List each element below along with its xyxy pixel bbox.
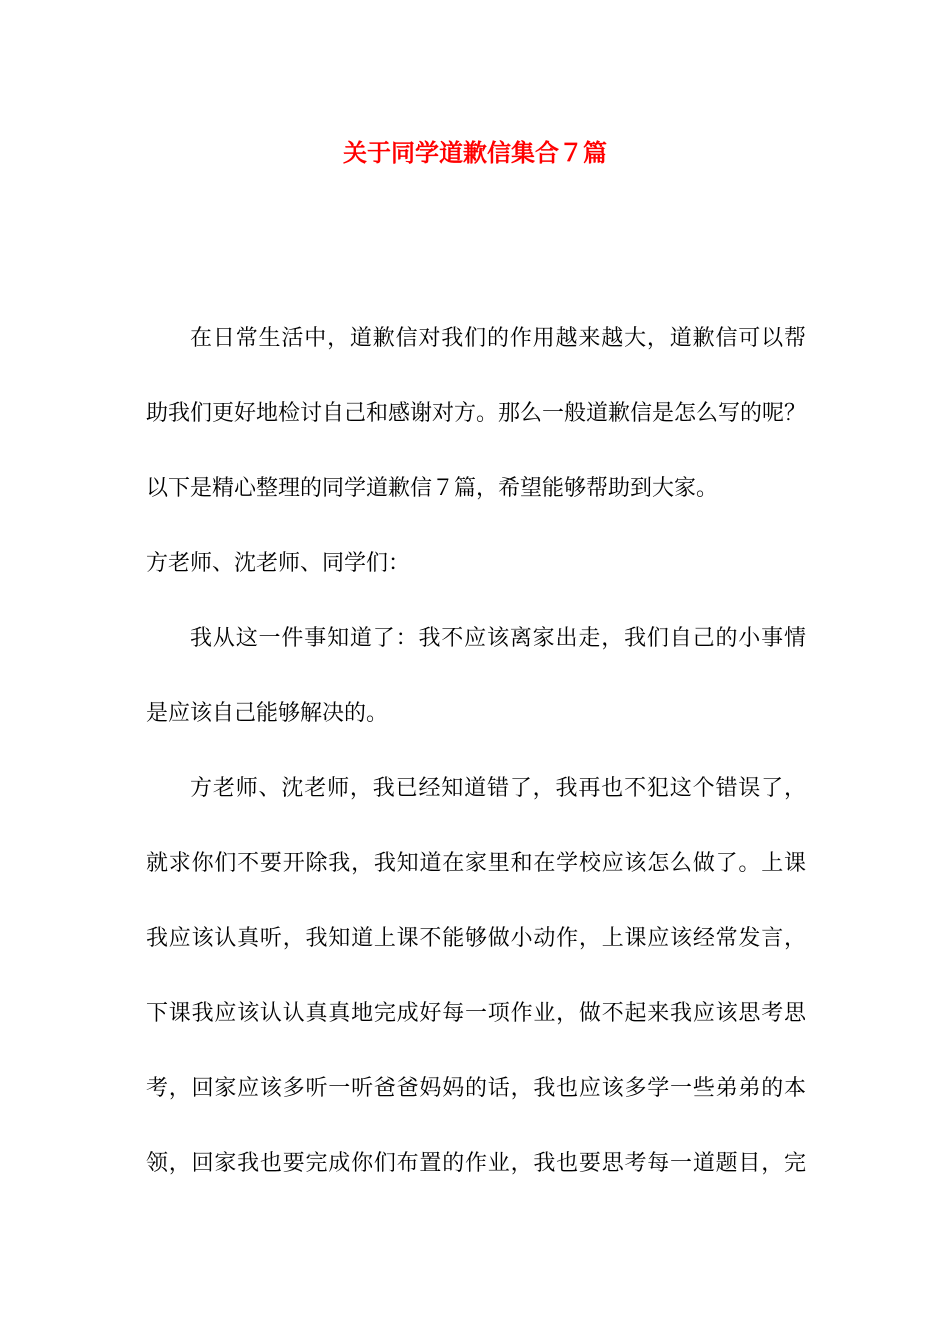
document-title: 关于同学道歉信集合７篇	[343, 138, 607, 167]
salutation-line: 方老师、沈老师、同学们：	[146, 551, 411, 576]
paragraph-line: 助我们更好地检讨自己和感谢对方。那么一般道歉信是怎么写的呢？	[146, 401, 807, 426]
paragraph-line: 以下是精心整理的同学道歉信７篇，希望能够帮助到大家。	[146, 476, 719, 501]
paragraph-line: 就求你们不要开除我，我知道在家里和在学校应该怎么做了。上课	[146, 851, 806, 876]
paragraph-line: 我应该认真听，我知道上课不能够做小动作，上课应该经常发言，	[146, 926, 806, 951]
paragraph-line: 是应该自己能够解决的。	[146, 701, 389, 726]
paragraph-line: 领，回家我也要完成你们布置的作业，我也要思考每一道题目，完	[146, 1151, 806, 1176]
paragraph-line: 考，回家应该多听一听爸爸妈妈的话，我也应该多学一些弟弟的本	[146, 1076, 806, 1101]
paragraph-line: 在日常生活中，道歉信对我们的作用越来越大，道歉信可以帮	[190, 326, 806, 351]
paragraph-line: 下课我应该认认真真地完成好每一项作业，做不起来我应该思考思	[146, 1001, 806, 1026]
paragraph-line: 方老师、沈老师，我已经知道错了，我再也不犯这个错误了，	[190, 776, 806, 801]
paragraph-line: 我从这一件事知道了：我不应该离家出走，我们自己的小事情	[190, 626, 806, 651]
